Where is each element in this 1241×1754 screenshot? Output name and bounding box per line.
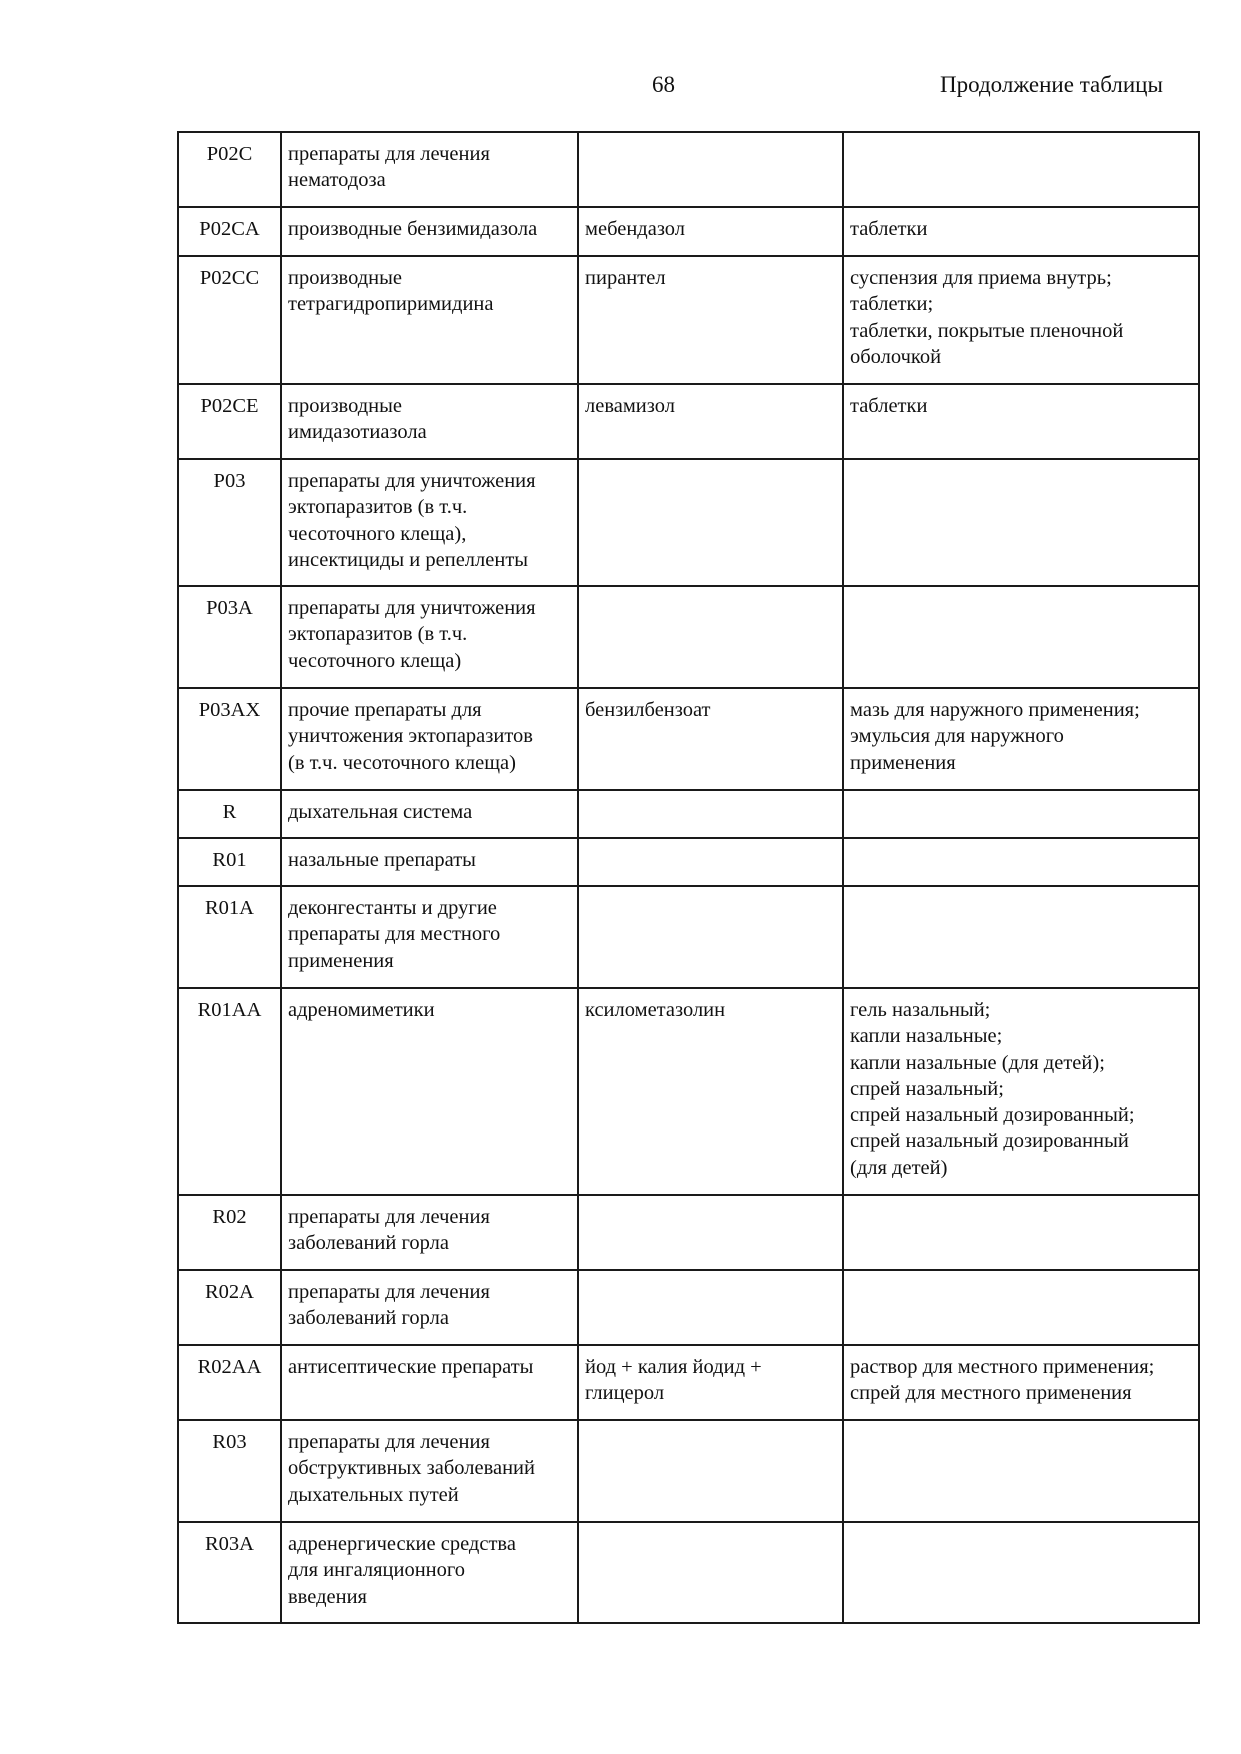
dosage-form-cell	[843, 207, 1199, 256]
table-row	[178, 459, 1199, 586]
dosage-form-cell-line: оболочкой	[850, 345, 942, 368]
table-row	[178, 207, 1199, 256]
group-name-cell-line: уничтожения эктопаразитов	[288, 725, 533, 748]
drug-name-cell-line: ксилометазолин	[585, 999, 726, 1021]
drug-name-cell	[578, 1522, 843, 1623]
atc-code-cell: R02A	[178, 1270, 281, 1345]
atc-code-cell: P03A	[178, 586, 281, 688]
group-name-cell-line: адренергические средства	[288, 1533, 516, 1555]
group-name-cell-line: для ингаляционного	[288, 1559, 466, 1582]
dosage-form-cell	[843, 1522, 1199, 1623]
group-name-cell-line: инсектициды и репелленты	[288, 548, 529, 571]
atc-code-cell: R	[178, 790, 281, 838]
group-name-cell	[281, 688, 578, 790]
dosage-form-cell	[843, 1420, 1199, 1522]
atc-code-cell: P02C	[178, 132, 281, 207]
group-name-cell	[281, 132, 578, 207]
atc-code-cell: P02CE	[178, 384, 281, 459]
group-name-cell-line: производные бензимидазола	[288, 218, 538, 240]
dosage-form-cell-line: таблетки;	[850, 293, 934, 316]
group-name-cell-line: препараты для лечения	[288, 1281, 490, 1303]
dosage-form-cell-line: капли назальные;	[850, 1025, 1003, 1048]
table-row	[178, 1345, 1199, 1420]
atc-code-cell: R01	[178, 838, 281, 886]
dosage-form-cell-line: раствор для местного применения;	[850, 1356, 1155, 1378]
dosage-form-cell-line: таблетки, покрытые пленочной	[850, 319, 1124, 342]
atc-code-cell: P03	[178, 459, 281, 586]
table-continuation-label: Продолжение таблицы	[940, 72, 1163, 97]
group-name-cell	[281, 256, 578, 384]
group-name-cell-line: чесоточного клеща),	[288, 522, 467, 545]
dosage-form-cell	[843, 988, 1199, 1195]
atc-code-cell: P03AX	[178, 688, 281, 790]
table-row	[178, 1522, 1199, 1623]
drug-name-cell-line: глицерол	[585, 1382, 665, 1405]
drug-name-cell	[578, 132, 843, 207]
atc-code-cell: P02CC	[178, 256, 281, 384]
drug-name-cell	[578, 207, 843, 256]
dosage-form-cell-line: эмульсия для наружного	[850, 725, 1064, 748]
drug-name-cell	[578, 256, 843, 384]
group-name-cell	[281, 1345, 578, 1420]
group-name-cell-line: нематодоза	[288, 169, 386, 192]
table-row	[178, 1195, 1199, 1270]
dosage-form-cell	[843, 838, 1199, 886]
group-name-cell	[281, 586, 578, 688]
group-name-cell-line: назальные препараты	[288, 849, 476, 871]
table-row	[178, 688, 1199, 790]
group-name-cell	[281, 886, 578, 988]
group-name-cell	[281, 384, 578, 459]
drug-name-cell-line: бензилбензоат	[585, 699, 711, 721]
dosage-form-cell-line: спрей для местного применения	[850, 1382, 1132, 1405]
drug-name-cell-line: йод + калия йодид +	[585, 1356, 762, 1378]
group-name-cell-line: дыхательная система	[288, 801, 473, 823]
group-name-cell-line: эктопаразитов (в т.ч.	[288, 623, 468, 646]
dosage-form-cell	[843, 256, 1199, 384]
atc-code-cell: R03A	[178, 1522, 281, 1623]
group-name-cell-line: антисептические препараты	[288, 1356, 534, 1378]
table-row	[178, 988, 1199, 1195]
group-name-cell	[281, 1195, 578, 1270]
drug-name-cell-line: пирантел	[585, 267, 666, 289]
group-name-cell-line: тетрагидропиримидина	[288, 293, 494, 316]
dosage-form-cell	[843, 384, 1199, 459]
table-row	[178, 256, 1199, 384]
table-row	[178, 1420, 1199, 1522]
drug-name-cell	[578, 988, 843, 1195]
drug-name-cell	[578, 586, 843, 688]
drug-name-cell	[578, 790, 843, 838]
group-name-cell-line: адреномиметики	[288, 999, 435, 1021]
drug-name-cell	[578, 1420, 843, 1522]
dosage-form-cell	[843, 1195, 1199, 1270]
table-row	[178, 384, 1199, 459]
dosage-form-cell-line: таблетки	[850, 218, 928, 240]
drug-name-cell	[578, 688, 843, 790]
drug-name-cell	[578, 886, 843, 988]
dosage-form-cell	[843, 790, 1199, 838]
dosage-form-cell-line: суспензия для приема внутрь;	[850, 267, 1112, 289]
dosage-form-cell	[843, 688, 1199, 790]
atc-code-cell: R01AA	[178, 988, 281, 1195]
group-name-cell-line: (в т.ч. чесоточного клеща)	[288, 751, 516, 774]
group-name-cell	[281, 1270, 578, 1345]
group-name-cell	[281, 207, 578, 256]
group-name-cell-line: имидазотиазола	[288, 421, 427, 444]
group-name-cell-line: препараты для уничтожения	[288, 470, 536, 492]
group-name-cell	[281, 459, 578, 586]
drug-name-cell-line: мебендазол	[585, 218, 686, 240]
group-name-cell-line: эктопаразитов (в т.ч.	[288, 496, 468, 519]
group-name-cell	[281, 790, 578, 838]
drug-classification-table	[177, 131, 1200, 1624]
page-number: 68	[652, 72, 675, 97]
table-row	[178, 790, 1199, 838]
dosage-form-cell-line: спрей назальный дозированный;	[850, 1104, 1135, 1127]
group-name-cell-line: деконгестанты и другие	[288, 897, 497, 919]
drug-name-cell	[578, 384, 843, 459]
dosage-form-cell-line: капли назальные (для детей);	[850, 1051, 1105, 1074]
group-name-cell-line: препараты для лечения	[288, 1431, 490, 1453]
atc-code-cell: R02AA	[178, 1345, 281, 1420]
atc-code-cell: R03	[178, 1420, 281, 1522]
drug-name-cell	[578, 1195, 843, 1270]
dosage-form-cell	[843, 1270, 1199, 1345]
dosage-form-cell-line: спрей назальный дозированный	[850, 1130, 1129, 1153]
atc-code-cell: R01A	[178, 886, 281, 988]
drug-name-cell	[578, 838, 843, 886]
dosage-form-cell-line: гель назальный;	[850, 999, 991, 1021]
group-name-cell-line: обструктивных заболеваний	[288, 1457, 535, 1480]
table-row	[178, 886, 1199, 988]
drug-name-cell	[578, 1345, 843, 1420]
dosage-form-cell-line: (для детей)	[850, 1156, 948, 1179]
group-name-cell-line: заболеваний горла	[288, 1307, 449, 1330]
dosage-form-cell-line: таблетки	[850, 395, 928, 417]
dosage-form-cell	[843, 886, 1199, 988]
dosage-form-cell-line: применения	[850, 751, 956, 774]
dosage-form-cell-line: спрей назальный;	[850, 1077, 1004, 1100]
dosage-form-cell	[843, 1345, 1199, 1420]
group-name-cell-line: прочие препараты для	[288, 699, 482, 721]
group-name-cell-line: препараты для местного	[288, 923, 501, 946]
table-row	[178, 838, 1199, 886]
group-name-cell-line: чесоточного клеща)	[288, 649, 462, 672]
dosage-form-cell	[843, 132, 1199, 207]
dosage-form-cell-line: мазь для наружного применения;	[850, 699, 1140, 721]
group-name-cell	[281, 1522, 578, 1623]
group-name-cell-line: производные	[288, 395, 403, 417]
drug-name-cell-line: левамизол	[585, 395, 675, 417]
group-name-cell	[281, 988, 578, 1195]
group-name-cell-line: заболеваний горла	[288, 1232, 449, 1255]
table-row	[178, 1270, 1199, 1345]
group-name-cell-line: препараты для лечения	[288, 1206, 490, 1228]
group-name-cell-line: дыхательных путей	[288, 1483, 459, 1506]
dosage-form-cell	[843, 459, 1199, 586]
table-row	[178, 586, 1199, 688]
group-name-cell-line: применения	[288, 949, 394, 972]
group-name-cell-line: введения	[288, 1585, 367, 1608]
atc-code-cell: P02CA	[178, 207, 281, 256]
group-name-cell-line: препараты для уничтожения	[288, 597, 536, 619]
drug-name-cell	[578, 459, 843, 586]
group-name-cell-line: производные	[288, 267, 403, 289]
atc-code-cell: R02	[178, 1195, 281, 1270]
drug-name-cell	[578, 1270, 843, 1345]
group-name-cell-line: препараты для лечения	[288, 143, 490, 165]
group-name-cell	[281, 838, 578, 886]
dosage-form-cell	[843, 586, 1199, 688]
table-row	[178, 132, 1199, 207]
group-name-cell	[281, 1420, 578, 1522]
